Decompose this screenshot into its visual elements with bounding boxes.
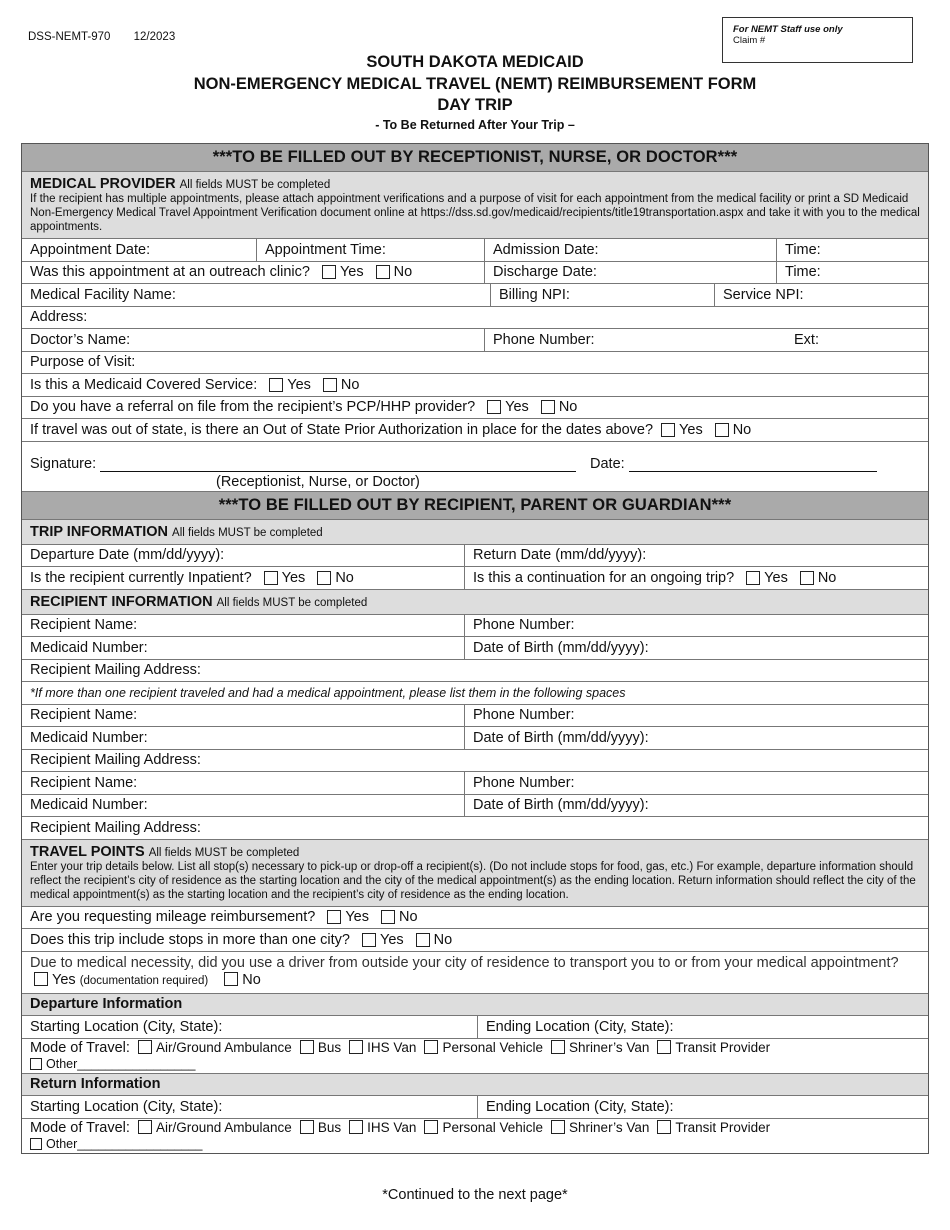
claim-label: Claim # — [733, 35, 766, 46]
outreach-clinic-label: Was this appointment at an outreach clinic? — [30, 264, 310, 281]
travel-points-title: TRAVEL POINTS — [30, 843, 145, 860]
referral-question — [22, 397, 928, 419]
return-date-field[interactable]: Return Date (mm/dd/yyyy): — [464, 545, 928, 567]
outreach-clinic-question — [22, 262, 484, 284]
medicaid-number-field-2[interactable]: Medicaid Number: — [30, 729, 148, 746]
mailing-address-field-2[interactable]: Recipient Mailing Address: — [30, 752, 201, 769]
covered-yes-label: Yes — [287, 376, 311, 393]
covered-service-question — [22, 374, 928, 396]
departure-mode-personal-vehicle-checkbox[interactable] — [424, 1040, 438, 1054]
recipient-name-field-1[interactable]: Recipient Name: — [30, 617, 138, 634]
dob-field-3[interactable]: Date of Birth (mm/dd/yyyy): — [464, 795, 928, 817]
return-mode-label: Mode of Travel: — [30, 1119, 130, 1136]
signature-date-line[interactable] — [629, 471, 877, 472]
return-mode-other-field[interactable]: Other__________________ — [46, 1136, 203, 1151]
signature-field[interactable] — [30, 456, 576, 472]
doctor-name-field[interactable]: Doctor’s Name: — [30, 331, 131, 348]
departure-mode-shriners-van-checkbox[interactable] — [551, 1040, 565, 1054]
inpatient-yes-checkbox[interactable] — [264, 571, 278, 585]
stops-no-checkbox[interactable] — [416, 933, 430, 947]
purpose-of-visit-field[interactable]: Purpose of Visit: — [30, 354, 136, 371]
departure-mode-personal-vehicle-label: Personal Vehicle — [442, 1039, 544, 1055]
medical-provider-section — [22, 172, 928, 238]
departure-mode-of-travel — [22, 1039, 928, 1073]
departure-mode-ihs-van-checkbox[interactable] — [349, 1040, 363, 1054]
return-mode-ihs-van-label: IHS Van — [367, 1119, 417, 1135]
trip-information-title: TRIP INFORMATION — [30, 523, 169, 540]
reimbursement-form — [21, 143, 929, 1154]
out-of-state-question — [22, 419, 928, 441]
return-ending-location-field[interactable]: Ending Location (City, State): — [477, 1096, 928, 1118]
departure-mode-bus-label: Bus — [317, 1039, 342, 1055]
departure-mode-ambulance-label: Air/Ground Ambulance — [155, 1039, 292, 1055]
covered-no-label: No — [340, 376, 360, 393]
out-of-state-no-checkbox[interactable] — [715, 423, 729, 437]
form-codes — [28, 31, 195, 43]
departure-mode-transit-label: Transit Provider — [675, 1039, 771, 1055]
inpatient-label: Is the recipient currently Inpatient? — [30, 569, 252, 586]
subtitle: - To Be Returned After Your Trip – — [375, 117, 575, 132]
stops-yes-label: Yes — [379, 931, 404, 948]
referral-yes-checkbox[interactable] — [487, 400, 501, 414]
provider-phone-field[interactable]: Phone Number: — [484, 329, 786, 351]
return-starting-location-field[interactable]: Starting Location (City, State): — [30, 1098, 223, 1115]
signature-row — [22, 441, 928, 491]
driver-doc-required: (documentation required) — [79, 974, 209, 987]
form-date: 12/2023 — [133, 31, 176, 43]
stops-label: Does this trip include stops in more than one city? — [30, 931, 350, 948]
medical-provider-note: All fields MUST be completed — [179, 179, 331, 191]
continued-footer: *Continued to the next page* — [382, 1187, 568, 1203]
appointment-time-field[interactable]: Appointment Time: — [256, 239, 484, 261]
return-information-title: Return Information — [22, 1074, 928, 1096]
departure-mode-ihs-van-label: IHS Van — [367, 1039, 417, 1055]
outreach-no-checkbox[interactable] — [376, 265, 390, 279]
return-mode-ambulance-label: Air/Ground Ambulance — [155, 1119, 292, 1135]
continuation-yes-label: Yes — [764, 569, 788, 586]
out-of-state-yes-checkbox[interactable] — [661, 423, 675, 437]
referral-label: Do you have a referral on file from the recipient’s PCP/HHP provider? — [30, 399, 476, 416]
dob-field-1[interactable]: Date of Birth (mm/dd/yyyy): — [464, 637, 928, 659]
provider-banner: ***TO BE FILLED OUT BY RECEPTIONIST, NURSE, OR DOCTOR*** — [22, 144, 928, 171]
travel-points-section — [22, 840, 928, 906]
admission-time-field[interactable]: Time: — [776, 239, 928, 261]
staff-use-label: For NEMT Staff use only — [733, 24, 843, 35]
stops-yes-checkbox[interactable] — [362, 933, 376, 947]
facility-name-field[interactable]: Medical Facility Name: — [30, 286, 176, 303]
mileage-no-checkbox[interactable] — [381, 910, 395, 924]
return-mode-bus-checkbox[interactable] — [300, 1120, 314, 1134]
discharge-time-field[interactable]: Time: — [776, 262, 928, 284]
form-code: DSS-NEMT-970 — [28, 31, 111, 43]
referral-no-label: No — [558, 399, 578, 416]
continuation-yes-checkbox[interactable] — [746, 571, 760, 585]
appointment-date-field[interactable]: Appointment Date: — [30, 241, 151, 258]
title-form: NON-EMERGENCY MEDICAL TRAVEL (NEMT) REIMBURSEMENT FORM — [193, 74, 757, 93]
return-mode-ihs-van-checkbox[interactable] — [349, 1120, 363, 1134]
recipient-name-field-2[interactable]: Recipient Name: — [30, 707, 138, 724]
departure-date-field[interactable]: Departure Date (mm/dd/yyyy): — [30, 547, 225, 564]
medical-provider-title: MEDICAL PROVIDER — [30, 176, 176, 192]
title-agency: SOUTH DAKOTA MEDICAID — [366, 53, 584, 71]
trip-information-section — [22, 520, 928, 544]
inpatient-no-label: No — [335, 569, 354, 586]
out-of-state-label: If travel was out of state, is there an Out of State Prior Authorization in place for the dates above? — [30, 421, 654, 438]
outreach-no-label: No — [393, 264, 413, 281]
multiple-recipients-note: *If more than one recipient traveled and had a medical appointment, please list them in the following spaces — [30, 685, 626, 700]
departure-mode-other-checkbox[interactable] — [30, 1058, 42, 1070]
departure-mode-label: Mode of Travel: — [30, 1039, 130, 1056]
medicaid-number-field-1[interactable]: Medicaid Number: — [30, 639, 148, 656]
recipient-banner: ***TO BE FILLED OUT BY RECIPIENT, PARENT OR GUARDIAN*** — [22, 492, 928, 519]
continuation-no-label: No — [817, 569, 837, 586]
driver-yes-checkbox[interactable] — [34, 972, 48, 986]
mailing-address-field-1[interactable]: Recipient Mailing Address: — [30, 662, 201, 679]
provider-ext-field[interactable]: Ext: — [794, 331, 819, 348]
mileage-yes-label: Yes — [345, 909, 369, 926]
medicaid-number-field-3[interactable]: Medicaid Number: — [30, 797, 148, 814]
return-mode-shriners-van-checkbox[interactable] — [551, 1120, 565, 1134]
dob-field-2[interactable]: Date of Birth (mm/dd/yyyy): — [464, 727, 928, 749]
continuation-no-checkbox[interactable] — [800, 571, 814, 585]
discharge-date-field[interactable]: Discharge Date: — [484, 262, 776, 284]
signature-date-label: Date: — [590, 455, 625, 472]
admission-date-field[interactable]: Admission Date: — [484, 239, 776, 261]
travel-points-note: All fields MUST be completed — [148, 846, 300, 859]
departure-ending-location-field[interactable]: Ending Location (City, State): — [477, 1016, 928, 1038]
covered-no-checkbox[interactable] — [323, 378, 337, 392]
driver-label: Due to medical necessity, did you use a driver from outside your city of residence to transport you to or from your medical appointment? — [30, 954, 899, 971]
inpatient-no-checkbox[interactable] — [317, 571, 331, 585]
recipient-phone-field-3[interactable]: Phone Number: — [464, 772, 928, 794]
mileage-yes-checkbox[interactable] — [327, 910, 341, 924]
inpatient-question — [22, 567, 464, 589]
driver-yes-label: Yes — [52, 971, 76, 988]
mileage-question — [22, 907, 928, 929]
stops-question — [22, 929, 928, 951]
mileage-no-label: No — [398, 909, 418, 926]
recipient-information-title: RECIPIENT INFORMATION — [30, 593, 213, 610]
departure-mode-ambulance-checkbox[interactable] — [138, 1040, 152, 1054]
return-mode-transit-label: Transit Provider — [675, 1119, 771, 1135]
return-mode-ambulance-checkbox[interactable] — [138, 1120, 152, 1134]
departure-mode-other-field[interactable]: Other_________________ — [46, 1056, 196, 1071]
departure-mode-bus-checkbox[interactable] — [300, 1040, 314, 1054]
recipient-information-section — [22, 590, 928, 614]
return-mode-of-travel — [22, 1119, 928, 1153]
recipient-information-note: All fields MUST be completed — [216, 596, 368, 609]
return-mode-bus-label: Bus — [317, 1119, 342, 1135]
out-of-state-yes-label: Yes — [679, 421, 703, 438]
return-mode-transit-checkbox[interactable] — [657, 1120, 671, 1134]
signature-caption: (Receptionist, Nurse, or Doctor) — [216, 473, 420, 490]
referral-no-checkbox[interactable] — [541, 400, 555, 414]
return-mode-other-checkbox[interactable] — [30, 1138, 42, 1150]
driver-question — [22, 952, 928, 993]
departure-information-title: Departure Information — [22, 994, 928, 1016]
mailing-address-field-3[interactable]: Recipient Mailing Address: — [30, 819, 201, 836]
outreach-yes-label: Yes — [339, 264, 364, 281]
inpatient-yes-label: Yes — [281, 569, 306, 586]
return-mode-shriners-van-label: Shriner’s Van — [569, 1119, 650, 1135]
mileage-label: Are you requesting mileage reimbursement? — [30, 909, 316, 926]
departure-starting-location-field[interactable]: Starting Location (City, State): — [30, 1018, 223, 1035]
recipient-phone-field-1[interactable]: Phone Number: — [464, 615, 928, 637]
out-of-state-no-label: No — [732, 421, 752, 438]
departure-mode-shriners-van-label: Shriner’s Van — [569, 1039, 650, 1055]
title-trip-type: DAY TRIP — [437, 96, 513, 114]
driver-no-checkbox[interactable] — [224, 972, 238, 986]
covered-yes-checkbox[interactable] — [269, 378, 283, 392]
provider-address-field[interactable]: Address: — [30, 309, 88, 326]
form-titles — [0, 52, 950, 132]
trip-information-note: All fields MUST be completed — [172, 526, 323, 539]
departure-mode-transit-checkbox[interactable] — [657, 1040, 671, 1054]
travel-points-instructions: Enter your trip details below. List all stop(s) necessary to pick-up or drop-off a recipient(s). (Do not include stops for food, gas, etc.) For example, departure information should reflect the recipient’s city of residence as the starting location and the city of the medical appointment(s) as the ending location. Return information should reflect the city of the medical appointment(s) as the starting location and the recipient’s city of residence as the ending location. — [30, 860, 916, 901]
medical-provider-instructions: If the recipient has multiple appointments, please attach appointment verifications and a purpose of visit for each appointment from the medical facility or print a SD Medicaid Non-Emergency Medical Travel Appointment Verification document online at https://dss.sd.gov/medicaid/recipients/title19transportation.aspx and take it with you to the medical appointments. — [30, 193, 920, 233]
recipient-phone-field-2[interactable]: Phone Number: — [464, 705, 928, 727]
billing-npi-field[interactable]: Billing NPI: — [490, 284, 714, 306]
signature-label: Signature: — [30, 455, 97, 472]
return-mode-personal-vehicle-label: Personal Vehicle — [442, 1119, 544, 1135]
driver-no-label: No — [242, 971, 261, 988]
return-mode-personal-vehicle-checkbox[interactable] — [424, 1120, 438, 1134]
continuation-label: Is this a continuation for an ongoing trip? — [473, 569, 735, 586]
stops-no-label: No — [433, 931, 453, 948]
continuation-question — [464, 567, 928, 589]
service-npi-field[interactable]: Service NPI: — [714, 284, 928, 306]
referral-yes-label: Yes — [505, 399, 529, 416]
covered-service-label: Is this a Medicaid Covered Service: — [30, 376, 258, 393]
outreach-yes-checkbox[interactable] — [322, 265, 336, 279]
signature-date-field[interactable] — [590, 456, 877, 472]
signature-line[interactable] — [100, 471, 576, 472]
recipient-name-field-3[interactable]: Recipient Name: — [30, 774, 138, 791]
